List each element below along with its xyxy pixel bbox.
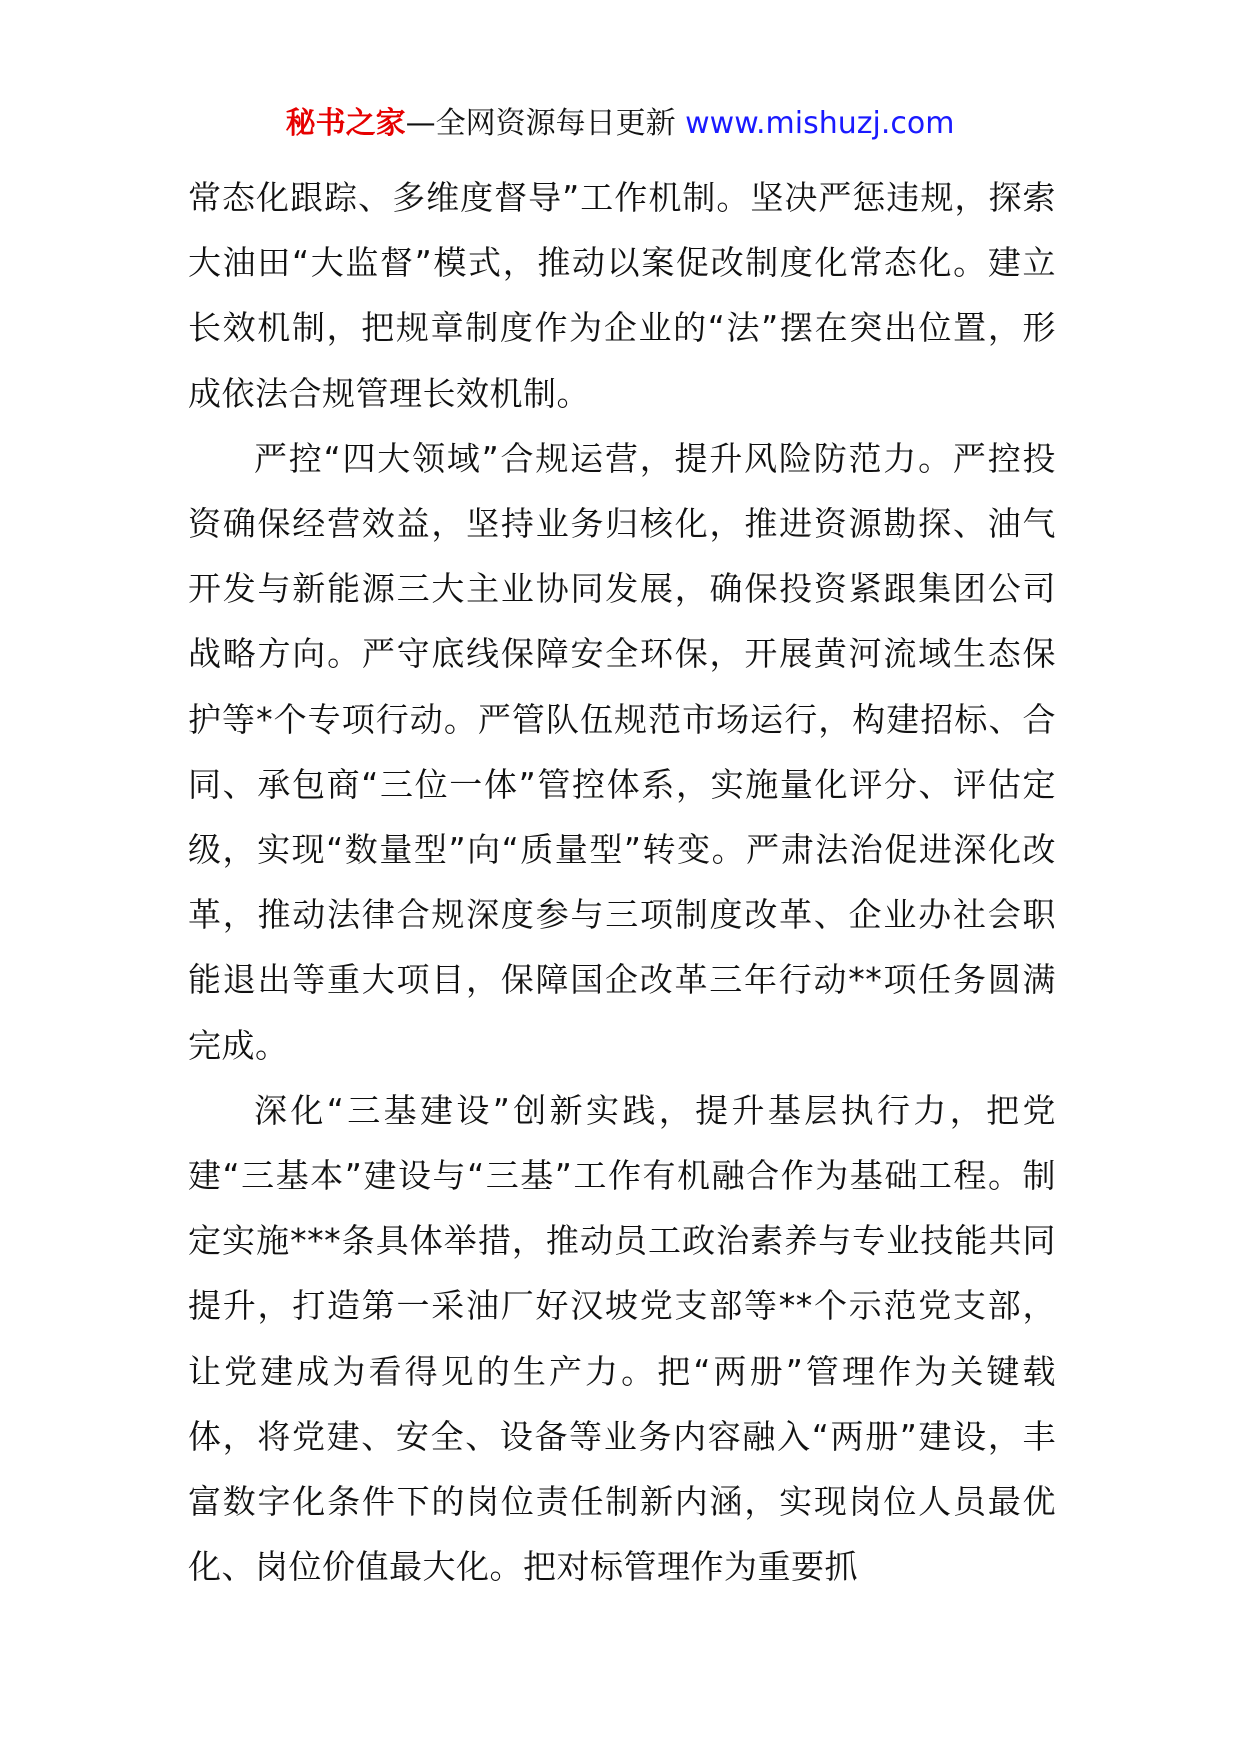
header-brand: 秘书之家 bbox=[285, 106, 406, 141]
paragraph-three-basics: 深化“三基建设”创新实践，提升基层执行力，把党建“三基本”建设与“三基”工作有机融合作为基础工程。制定实施***条具体举措，推动员工政治素养与专业技能共同提升，打造第一采油厂好汉坡党支部等**个示范党支部，让党建成为看得见的生产力。把“两册”管理作为关键载体，将党建、安全、设备等业务内容融入“两册”建设，丰富数字化条件下的岗位责任制新内涵，实现岗位人员最优化、岗位价值最大化。把对标管理作为重要抓 bbox=[188, 1090, 1056, 1587]
document-body bbox=[188, 165, 1056, 1599]
header-tagline: —全网资源每日更新 bbox=[405, 106, 686, 141]
paragraph-continued: 常态化跟踪、多维度督导”工作机制。坚决严惩违规，探索大油田“大监督”模式，推动以案促改制度化常态化。建立长效机制，把规章制度作为企业的“法”摆在突出位置，形成依法合规管理长效机制。 bbox=[188, 178, 1056, 413]
page-header bbox=[0, 104, 1240, 144]
header-site-link[interactable]: www.mishuzj.com bbox=[685, 106, 955, 141]
paragraph-four-domains: 严控“四大领域”合规运营，提升风险防范力。严控投资确保经营效益，坚持业务归核化，推进资源勘探、油气开发与新能源三大主业协同发展，确保投资紧跟集团公司战略方向。严守底线保障安全环保，开展黄河流域生态保护等*个专项行动。严管队伍规范市场运行，构建招标、合同、承包商“三位一体”管控体系，实施量化评分、评估定级，实现“数量型”向“质量型”转变。严肃法治促进深化改革，推动法律合规深度参与三项制度改革、企业办社会职能退出等重大项目，保障国企改革三年行动**项任务圆满完成。 bbox=[188, 438, 1056, 1065]
